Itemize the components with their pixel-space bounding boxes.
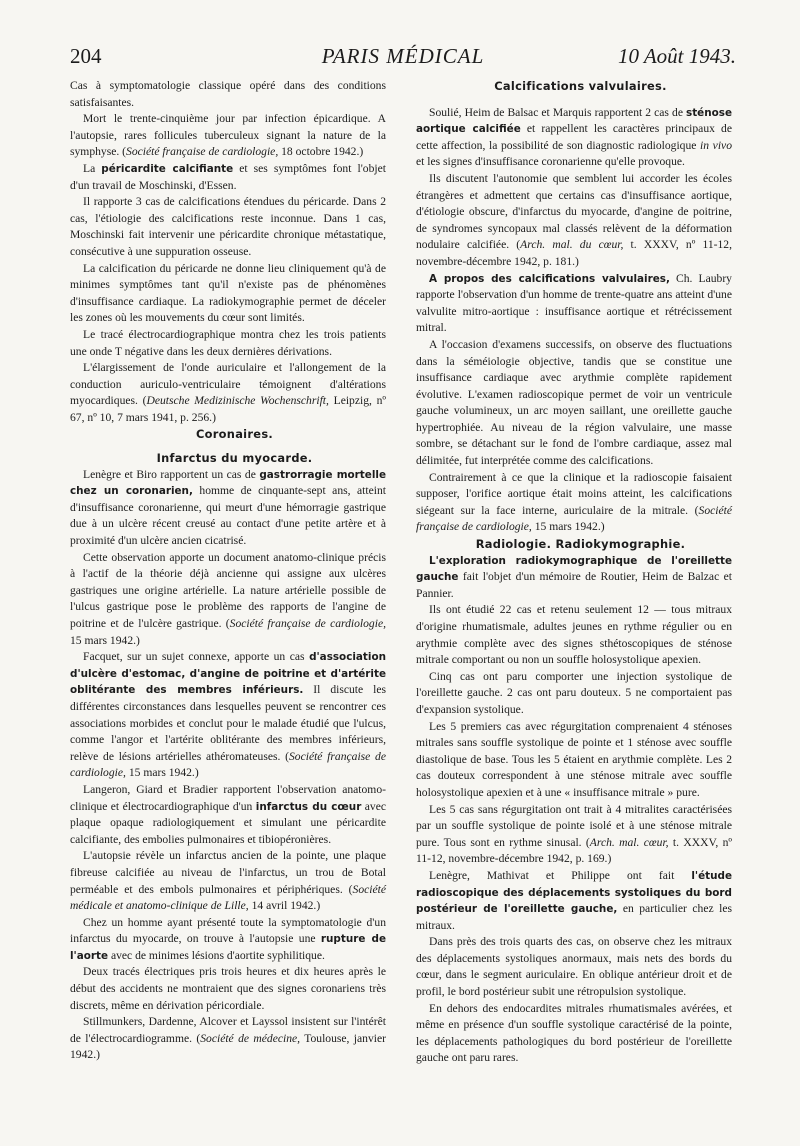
citation: Deutsche Medizinische Wochenschrift, — [146, 394, 329, 408]
bold-term: rupture de l'aorte — [70, 933, 386, 962]
paragraph: Deux tracés électriques pris trois heures et dix heures après le début des accidents ne montraient que des signes coronariens très discrets, même en dérivation péricordiale. — [70, 965, 386, 1012]
paragraph: A l'occasion d'examens successifs, on observe des fluctuations dans la séméiologie objective, tandis que se constitue une insuffisance cardiaque avec arythmie complète rapidement évolutive. L'examen radioscopique permet de voir un ventricule gauche volumineux, un arc moyen saillant, une oreillette gauche hypertrophiée. Au niveau de la région valvulaire, une masse sombre, se détachant sur le fond de l'ombre cardiaque, assez mal délimitée, fut interprétée comme des calcifications. — [416, 337, 732, 468]
journal-title: PARIS MÉDICAL — [321, 44, 485, 68]
citation: Société française de cardiologie, — [416, 503, 732, 534]
paragraph: En dehors des endocardites mitrales rhumatismales avérées, et même en présence d'un souffle systolique caractérisé de la pointe, les déplacements pathologiques du bord postérieur de l'oreillette gauche ont paru rares. — [416, 1001, 732, 1065]
section-heading-calcifications: Calcifications valvulaires. — [494, 79, 667, 93]
paragraph: Dans près des trois quarts des cas, on observe chez les mitraux des déplacements systoliques anormaux, mais nets des bords du cœur, dans le segment auriculaire. En oblique antérieur droit et de profil, le bord postérieur subit une rétropulsion systolique. — [416, 935, 732, 999]
citation: Arch. mal. cœur, — [589, 835, 669, 849]
paragraph: Mort le trente-cinquième jour par infection épicardique. A l'autopsie, rares follicules tuberculeux signant la nature de la symphyse. (Société française de cardiologie, 18 octobre 1942.) — [70, 112, 386, 159]
paragraph: Le tracé électrocardiographique montra chez les trois patients une onde T négative dans les deux dernières dérivations. — [70, 327, 386, 358]
paragraph: Contrairement à ce que la clinique et la radioscopie faisaient supposer, l'orifice aortique était moins atteint, les calcifications siégeant sur la face interne, auriculaire de la mitrale. (Société française de cardiologie, 15 mars 1942.) — [416, 470, 732, 534]
paragraph: Il rapporte 3 cas de calcifications étendues du péricarde. Dans 2 cas, l'étiologie des calcifications reste inconnue. Dans 1 cas, Moschinski fait intervenir une péricardite chronique métastatique, consécutive à une suppuration osseuse. — [70, 195, 386, 258]
bold-term: L'exploration radiokymographique de l'oreillette gauche — [416, 554, 732, 584]
citation: Société médicale et anatomo-clinique de Lille, — [70, 882, 386, 913]
paragraph: L'exploration radiokymographique de l'oreillette gauche fait l'objet d'un mémoire de Routier, Heim de Balzac et Pannier. — [416, 554, 732, 600]
paragraph: L'élargissement de l'onde auriculaire et l'allongement de la conduction auriculo-ventriculaire témoignent d'altérations myocardiques. (Deutsche Medizinische Wochenschrift, Leipzig, nº 67, nº 10, 7 mars 1941, p. 256.) — [70, 361, 386, 424]
bold-term: l'étude radioscopique des déplacements systoliques du bord postérieur de l'oreillette gauche, — [416, 869, 732, 916]
paragraph: Facquet, sur un sujet connexe, apporte un cas d'association d'ulcère d'estomac, d'angine de poitrine et d'artérite oblitérante des membres inférieurs. Il discute les différentes circonstances dans lesquelles peuvent se rencontrer ces associations morbides et conclut pour le malade étudié que l'ulcus, comme l'angor et l'artérite oblitérante des membres inférieurs, relève de lésions artérielles athéromateuses. (Société française de cardiologie, 15 mars 1942.) — [70, 650, 386, 780]
citation: Société de médecine, — [200, 1031, 301, 1045]
bold-term: péricardite calcifiante — [101, 162, 234, 175]
citation: Société française de cardiologie, — [70, 749, 386, 780]
paragraph: Les 5 premiers cas avec régurgitation comprenaient 4 sténoses mitrales sans souffle systolique de pointe et 1 sténose avec souffle diastolique de base. Tous les 5 étaient en arythmie complète. Les 2 cas douteux correspondent à une sténose mitrale avec souffle holosystolique apexien et à une « insuffisance mitrale » pure. — [416, 719, 732, 799]
bold-term: d'association d'ulcère d'estomac, d'angine de poitrine et d'artérite oblitérante des membres inférieurs. — [70, 651, 386, 697]
emphasis: in vivo — [700, 138, 732, 152]
paragraph: Lenègre, Mathivat et Philippe ont fait l'étude radioscopique des déplacements systoliques du bord postérieur de l'oreillette gauche, en particulier chez les mitraux. — [416, 868, 732, 932]
paragraph: Ils ont étudié 22 cas et retenu seulement 12 — tous mitraux d'origine rhumatismale, adultes jeunes en rythme régulier ou en arythmie complète avec des signes sthétoscopiques de sténose mitrale comportant ou non un souffle holosystolique apexien. — [416, 603, 732, 667]
section-heading-infarctus: Infarctus du myocarde. — [156, 451, 313, 466]
paragraph: Cinq cas ont paru comporter une injection systolique de l'oreillette gauche. 2 cas ont paru douteux. 5 ne comportaient pas d'expansion systolique. — [416, 669, 732, 716]
page-header — [70, 44, 736, 74]
left-column — [70, 78, 386, 1064]
bold-term: gastrorragie mortelle chez un coronarien, — [70, 468, 386, 498]
paragraph: Ils discutent l'autonomie que semblent lui accorder les écoles étrangères et admettent que certains cas d'insuffisance aortique, d'étiologie obscure, d'infarctus du myocarde, d'angine de poitrine, de syndromes syncopaux mal classés relèvent de la déformation nodulaire calcifiée. (Arch. mal. du cœur, t. XXXV, nº 11-12, novembre-décembre 1942, p. 181.) — [416, 171, 733, 268]
bold-term: sténose aortique calcifiée — [416, 106, 732, 136]
paragraph: La calcification du péricarde ne donne lieu cliniquement qu'à de minimes symptômes tant qu'il n'existe pas de phénomènes d'insuffisance cardiaque. La radiokymographie permet de déceler les zones où les mouvements du cœur sont limités. — [70, 261, 386, 325]
paragraph: Chez un homme ayant présenté toute la symptomatologie d'un infarctus du myocarde, on trouve à l'autopsie une rupture de l'aorte avec de minimes lésions d'aortite syphilitique. — [70, 915, 386, 962]
paragraph: A propos des calcifications valvulaires, Ch. Laubry rapporte l'observation d'un homme de trente-quatre ans atteint d'une valvulite mitro-aortique : insuffisance aortique et rétrécissement mitral. — [416, 271, 732, 335]
paragraph: Stillmunkers, Dardenne, Alcover et Layssol insistent sur l'intérêt de l'électrocardiogramme. (Société de médecine, Toulouse, janvier 1942.) — [70, 1015, 386, 1062]
paragraph: Les 5 cas sans régurgitation ont trait à 4 mitralites caractérisées par un souffle systolique de pointe isolé et à une sténose mitrale pure. Tous sont en rythme sinusal. (Arch. mal. cœur, t. XXXV, nº 11-12, novembre-décembre 1942, p. 169.) — [416, 802, 733, 866]
paragraph: Langeron, Giard et Bradier rapportent l'observation anatomo-clinique et électrocardiographique d'un infarctus du cœur avec plaque opaque radiologiquement et simulant une péricardite calcifiante, des embolies pulmonaires et tibiopéronières. — [70, 782, 386, 846]
bold-term: A propos des calcifications valvulaires, — [429, 272, 670, 285]
issue-date: 10 Août 1943. — [617, 44, 736, 68]
section-heading-coronaires: Coronaires. — [195, 427, 274, 442]
bold-term: infarctus du cœur — [255, 800, 362, 813]
paragraph: La péricardite calcifiante et ses symptômes font l'objet d'un travail de Moschinski, d'Essen. — [70, 161, 386, 192]
citation: Société française de cardiologie, — [126, 145, 279, 159]
paragraph: Cas à symptomatologie classique opéré dans des conditions satisfaisantes. — [70, 79, 386, 109]
right-column — [416, 78, 732, 1067]
paragraph: L'autopsie révèle un infarctus ancien de la pointe, une plaque fibreuse calcifiée au niveau de l'infarctus, un trou de Botal perméable et des embols pulmonaires et périphériques. (Société médicale et anatomo-clinique de Lille, 14 avril 1942.) — [70, 849, 386, 913]
paragraph: Soulié, Heim de Balsac et Marquis rapportent 2 cas de sténose aortique calcifiée et rappellent les caractères principaux de cette affection, la possibilité de son diagnostic radiologique in vivo et les signes d'insuffisance coronarienne qu'elle provoque. — [416, 105, 732, 169]
citation: Arch. mal. du cœur, — [520, 238, 624, 252]
section-heading-radiologie: Radiologie. Radiokymographie. — [475, 537, 686, 552]
paragraph: Cette observation apporte un document anatomo-clinique précis à l'actif de la théorie déjà ancienne qui assigne aux ulcères gastriques une origine artérielle. La nature artérielle possible de l'ulcus gastrique pose le problème des rapports de l'angine de poitrine et de l'ulcère gastrique. (Société française de cardiologie, 15 mars 1942.) — [70, 550, 386, 647]
paragraph: Lenègre et Biro rapportent un cas de gastrorragie mortelle chez un coronarien, homme de cinquante-sept ans, atteint d'insuffisance coronarienne, qui meurt d'une hémorragie gastrique due à un ulcère récent creusé au contact d'une petite artère et à proximité d'un ulcère ancien cicatrisé. — [70, 467, 386, 548]
citation: Société française de cardiologie, — [229, 617, 386, 630]
page-number: 204 — [70, 44, 102, 68]
